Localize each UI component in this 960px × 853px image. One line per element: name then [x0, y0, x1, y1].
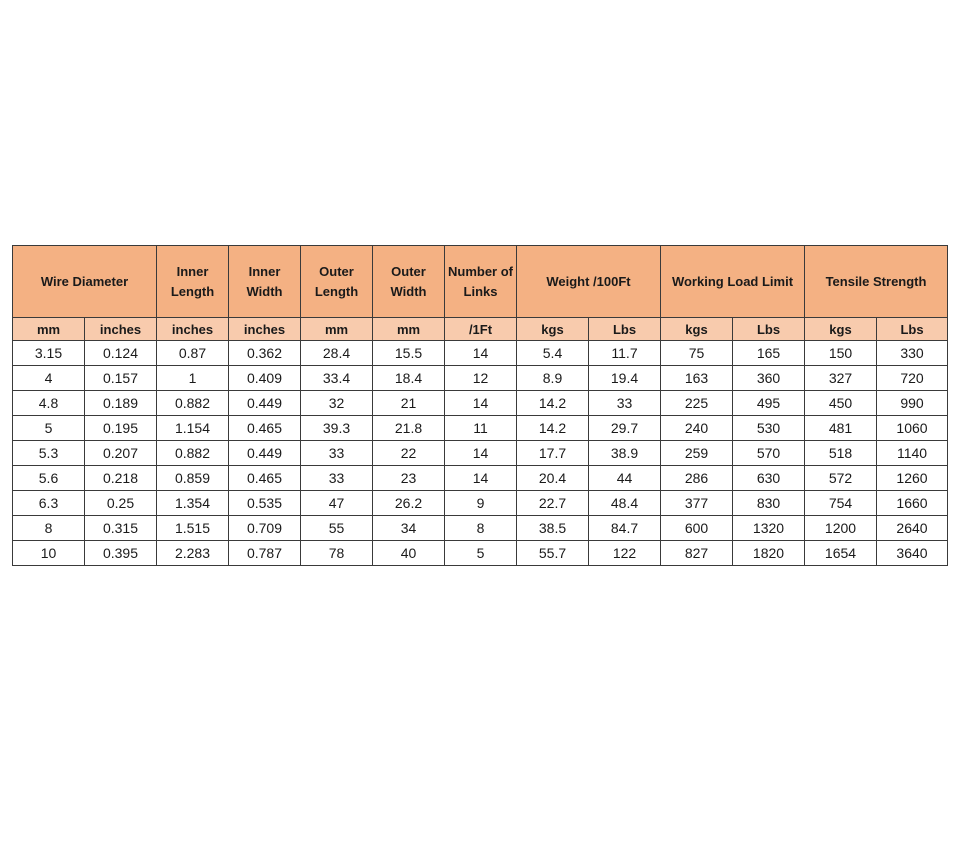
table-cell: 0.787 — [229, 541, 301, 566]
table-cell: 720 — [877, 366, 948, 391]
table-cell: 600 — [661, 516, 733, 541]
unit-cell: mm — [373, 318, 445, 341]
table-cell: 754 — [805, 491, 877, 516]
table-cell: 84.7 — [589, 516, 661, 541]
table-cell: 450 — [805, 391, 877, 416]
table-cell: 5 — [445, 541, 517, 566]
table-cell: 0.449 — [229, 441, 301, 466]
table-cell: 11.7 — [589, 341, 661, 366]
table-cell: 327 — [805, 366, 877, 391]
table-cell: 0.449 — [229, 391, 301, 416]
table-row — [13, 441, 948, 466]
table-cell: 8 — [445, 516, 517, 541]
table-cell: 39.3 — [301, 416, 373, 441]
table-cell: 165 — [733, 341, 805, 366]
table-cell: 1.354 — [157, 491, 229, 516]
unit-cell: Lbs — [589, 318, 661, 341]
table-cell: 990 — [877, 391, 948, 416]
table-cell: 1140 — [877, 441, 948, 466]
table-cell: 19.4 — [589, 366, 661, 391]
table-cell: 3640 — [877, 541, 948, 566]
table-cell: 55 — [301, 516, 373, 541]
table-row — [13, 341, 948, 366]
table-cell: 29.7 — [589, 416, 661, 441]
unit-cell: kgs — [661, 318, 733, 341]
table-cell: 33.4 — [301, 366, 373, 391]
header-number-of-links — [445, 246, 517, 318]
table-cell: 34 — [373, 516, 445, 541]
table-row — [13, 466, 948, 491]
table-cell: 10 — [13, 541, 85, 566]
table-cell: 33 — [301, 466, 373, 491]
table-cell: 14 — [445, 466, 517, 491]
table-cell: 0.124 — [85, 341, 157, 366]
unit-cell: inches — [229, 318, 301, 341]
table-cell: 122 — [589, 541, 661, 566]
header-row — [13, 246, 948, 318]
table-cell: 22.7 — [517, 491, 589, 516]
table-row — [13, 366, 948, 391]
table-cell: 12 — [445, 366, 517, 391]
unit-cell: mm — [13, 318, 85, 341]
table-cell: 23 — [373, 466, 445, 491]
table-cell: 0.195 — [85, 416, 157, 441]
unit-row — [13, 318, 948, 341]
table-cell: 14 — [445, 391, 517, 416]
table-cell: 1820 — [733, 541, 805, 566]
table-cell: 6.3 — [13, 491, 85, 516]
unit-cell: kgs — [805, 318, 877, 341]
table-cell: 5.6 — [13, 466, 85, 491]
table-cell: 360 — [733, 366, 805, 391]
table-cell: 55.7 — [517, 541, 589, 566]
table-row — [13, 391, 948, 416]
table-cell: 0.409 — [229, 366, 301, 391]
unit-cell: /1Ft — [445, 318, 517, 341]
table-cell: 17.7 — [517, 441, 589, 466]
table-cell: 0.395 — [85, 541, 157, 566]
table-cell: 0.218 — [85, 466, 157, 491]
table-cell: 0.465 — [229, 466, 301, 491]
table-cell: 21 — [373, 391, 445, 416]
table-body — [13, 341, 948, 566]
table-cell: 28.4 — [301, 341, 373, 366]
unit-cell: Lbs — [877, 318, 948, 341]
table-cell: 518 — [805, 441, 877, 466]
header-outer-width-line2: Width — [390, 283, 427, 299]
table-cell: 78 — [301, 541, 373, 566]
table-row — [13, 491, 948, 516]
table-cell: 2.283 — [157, 541, 229, 566]
table-cell: 163 — [661, 366, 733, 391]
table-cell: 33 — [589, 391, 661, 416]
header-wire-diameter: Wire Diameter — [13, 246, 157, 318]
header-outer-length-line1: Outer — [319, 263, 354, 279]
table-row — [13, 516, 948, 541]
header-number-of-links-line1: Number of — [448, 263, 513, 279]
table-cell: 15.5 — [373, 341, 445, 366]
table-cell: 150 — [805, 341, 877, 366]
table-cell: 4.8 — [13, 391, 85, 416]
table-cell: 827 — [661, 541, 733, 566]
table-cell: 630 — [733, 466, 805, 491]
table-cell: 3.15 — [13, 341, 85, 366]
table-cell: 0.315 — [85, 516, 157, 541]
table-cell: 18.4 — [373, 366, 445, 391]
table-cell: 1200 — [805, 516, 877, 541]
table-cell: 38.5 — [517, 516, 589, 541]
table-cell: 40 — [373, 541, 445, 566]
header-outer-width — [373, 246, 445, 318]
header-inner-width-line2: Width — [246, 283, 283, 299]
unit-cell: inches — [85, 318, 157, 341]
table-cell: 75 — [661, 341, 733, 366]
table-cell: 44 — [589, 466, 661, 491]
header-inner-width — [229, 246, 301, 318]
table-cell: 33 — [301, 441, 373, 466]
table-cell: 21.8 — [373, 416, 445, 441]
header-working-load-limit: Working Load Limit — [661, 246, 805, 318]
table-cell: 32 — [301, 391, 373, 416]
table-cell: 1320 — [733, 516, 805, 541]
header-number-of-links-line2: Links — [463, 283, 498, 299]
table-cell: 8.9 — [517, 366, 589, 391]
table-cell: 47 — [301, 491, 373, 516]
table-cell: 572 — [805, 466, 877, 491]
table-cell: 1260 — [877, 466, 948, 491]
table-cell: 240 — [661, 416, 733, 441]
unit-cell: kgs — [517, 318, 589, 341]
table-cell: 5.4 — [517, 341, 589, 366]
table-cell: 530 — [733, 416, 805, 441]
table-cell: 259 — [661, 441, 733, 466]
table-cell: 570 — [733, 441, 805, 466]
table-cell: 0.709 — [229, 516, 301, 541]
header-outer-length-line2: Length — [314, 283, 359, 299]
unit-cell: mm — [301, 318, 373, 341]
header-outer-length — [301, 246, 373, 318]
table-cell: 0.362 — [229, 341, 301, 366]
header-tensile-strength: Tensile Strength — [805, 246, 948, 318]
table-cell: 0.535 — [229, 491, 301, 516]
table-cell: 0.25 — [85, 491, 157, 516]
table-cell: 0.157 — [85, 366, 157, 391]
table-cell: 9 — [445, 491, 517, 516]
table-cell: 225 — [661, 391, 733, 416]
table-cell: 1.154 — [157, 416, 229, 441]
table-cell: 5 — [13, 416, 85, 441]
header-inner-length-line2: Length — [170, 283, 215, 299]
table-cell: 1.515 — [157, 516, 229, 541]
table-cell: 4 — [13, 366, 85, 391]
table-cell: 0.882 — [157, 391, 229, 416]
table-cell: 1060 — [877, 416, 948, 441]
unit-cell: Lbs — [733, 318, 805, 341]
header-inner-length-line1: Inner — [176, 263, 209, 279]
table-cell: 20.4 — [517, 466, 589, 491]
header-inner-length — [157, 246, 229, 318]
table-cell: 0.189 — [85, 391, 157, 416]
table-cell: 830 — [733, 491, 805, 516]
table-cell: 1660 — [877, 491, 948, 516]
header-inner-width-line1: Inner — [248, 263, 281, 279]
table-cell: 8 — [13, 516, 85, 541]
table-cell: 26.2 — [373, 491, 445, 516]
table-cell: 377 — [661, 491, 733, 516]
table-cell: 0.87 — [157, 341, 229, 366]
table-cell: 14 — [445, 441, 517, 466]
table-cell: 1654 — [805, 541, 877, 566]
header-outer-width-line1: Outer — [391, 263, 426, 279]
table-cell: 495 — [733, 391, 805, 416]
table-cell: 14.2 — [517, 391, 589, 416]
table-cell: 0.207 — [85, 441, 157, 466]
table-cell: 286 — [661, 466, 733, 491]
table-row — [13, 416, 948, 441]
table-cell: 5.3 — [13, 441, 85, 466]
chain-spec-table — [12, 245, 948, 566]
table-cell: 14 — [445, 341, 517, 366]
table-row — [13, 541, 948, 566]
table-cell: 22 — [373, 441, 445, 466]
table-cell: 2640 — [877, 516, 948, 541]
table-cell: 330 — [877, 341, 948, 366]
table-cell: 48.4 — [589, 491, 661, 516]
unit-cell: inches — [157, 318, 229, 341]
table-cell: 481 — [805, 416, 877, 441]
table-cell: 0.859 — [157, 466, 229, 491]
header-weight: Weight /100Ft — [517, 246, 661, 318]
table-cell: 0.882 — [157, 441, 229, 466]
table-cell: 1 — [157, 366, 229, 391]
table-cell: 0.465 — [229, 416, 301, 441]
table-cell: 38.9 — [589, 441, 661, 466]
table-cell: 11 — [445, 416, 517, 441]
table-cell: 14.2 — [517, 416, 589, 441]
